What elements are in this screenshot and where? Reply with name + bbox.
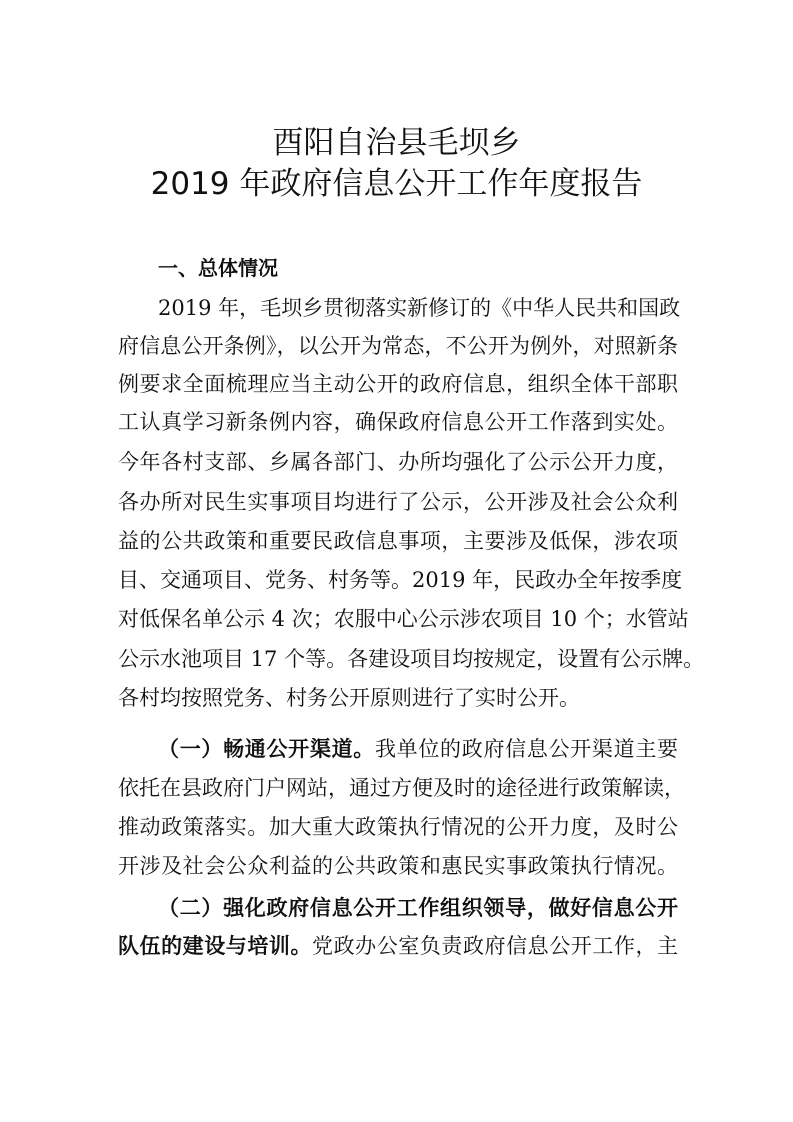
paragraph-line: 益的公共政策和重要民政信息事项，主要涉及低保，涉农项 [118,529,678,553]
paragraph-line: 推动政策落实。加大重大政策执行情况的公开力度，及时公 [118,815,678,839]
paragraph-line: 对低保名单公示 4 次；农服中心公示涉农项目 10 个；水管站 [118,607,689,631]
paragraph-line: 府信息公开条例》，以公开为常态，不公开为例外，对照新条 [118,334,678,358]
paragraph-line: 各村均按照党务、村务公开原则进行了实时公开。 [118,686,580,710]
paragraph-line: 工认真学习新条例内容，确保政府信息公开工作落到实处。 [118,410,678,434]
document-title-line-2: 2019 年政府信息公开工作年度报告 [150,166,643,202]
section-heading: 一、总体情况 [158,256,278,280]
paragraph-line: 依托在县政府门户网站，通过方便及时的途径进行政策解读， [118,776,685,800]
paragraph-line: 开涉及社会公众利益的公共政策和惠民实事政策执行情况。 [118,854,678,878]
paragraph-line: 各办所对民生实事项目均进行了公示，公开涉及社会公众利 [118,490,678,514]
paragraph-line: 公示水池项目 17 个等。各建设项目均按规定，设置有公示牌。 [118,647,705,671]
paragraph-line [158,737,678,761]
subsection-lead: （一）畅通公开渠道。 [158,736,375,761]
paragraph-line: 目、交通项目、党务、村务等。2019 年，民政办全年按季度 [118,568,683,592]
document-title-line-1: 酉阳自治县毛坝乡 [272,125,521,161]
paragraph-text: 党政办公室负责政府信息公开工作，主 [312,934,679,958]
paragraph-text: 我单位的政府信息公开渠道主要 [374,737,679,761]
paragraph-line: 今年各村支部、乡属各部门、办所均强化了公示公开力度， [118,450,678,474]
paragraph-line [118,934,678,958]
subsection-lead-continued: 队伍的建设与培训。 [118,933,313,958]
paragraph-line: 例要求全面梳理应当主动公开的政府信息，组织全体干部职 [118,372,678,396]
subsection-lead: （二）强化政府信息公开工作组织领导，做好信息公开 [158,895,678,920]
paragraph-line: 2019 年，毛坝乡贯彻落实新修订的《中华人民共和国政 [158,296,681,320]
